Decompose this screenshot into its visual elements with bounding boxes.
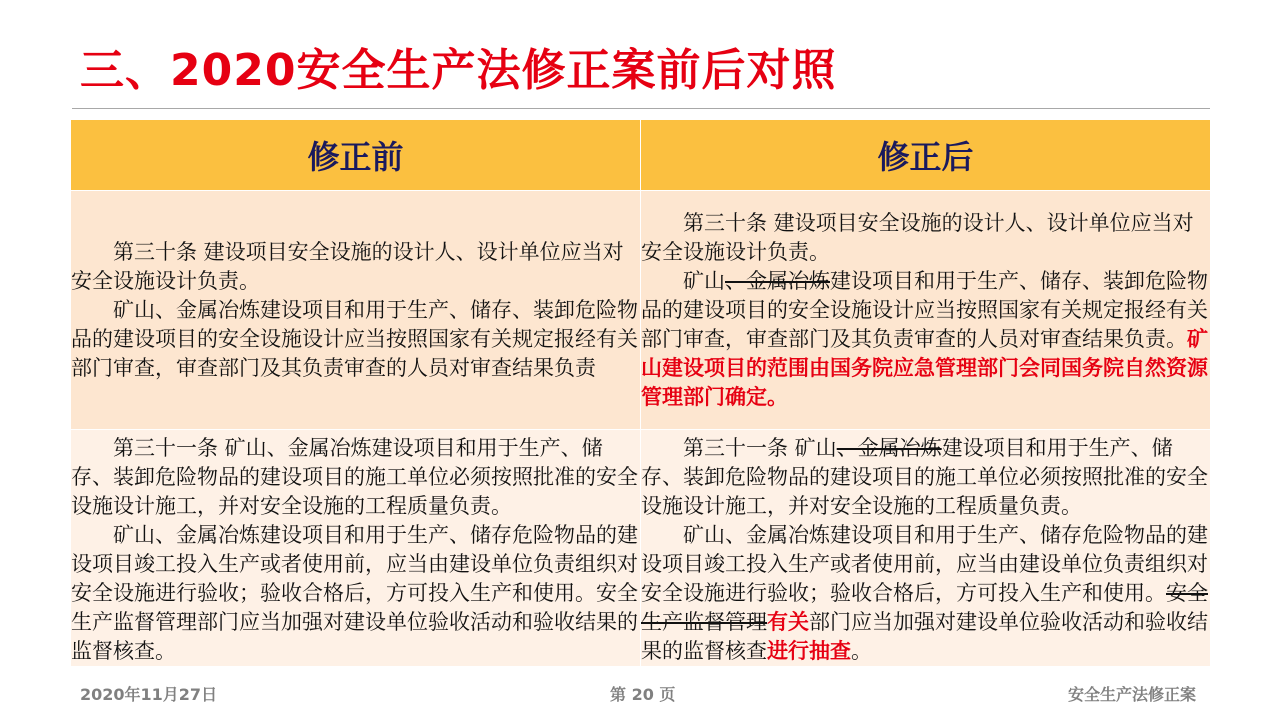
paragraph: 第三十条 建设项目安全设施的设计人、设计单位应当对安全设施设计负责。: [641, 210, 1194, 264]
slide-title: 三、2020安全生产法修正案前后对照: [80, 45, 837, 96]
cell-before-art30: [71, 191, 641, 430]
title-divider: [72, 108, 1210, 109]
paragraph: [641, 267, 1210, 412]
header-before: 修正前: [71, 120, 641, 191]
added-text: 矿山建设项目的范围由国务院应急管理部门会同国务院自然资源管理部门确定。: [641, 326, 1208, 409]
text-segment: 第三十一条 矿山: [683, 436, 837, 460]
cell-before-art31: [71, 430, 641, 667]
text-segment: 建设项目和用于生产、储存、装卸危险物品的建设项目的施工单位必须按照批准的安全设施设计施工，并对安全设施的工程质量负责。: [641, 436, 1208, 518]
table-header-row: [71, 120, 1211, 191]
paragraph: 矿山、金属冶炼建设项目和用于生产、储存、装卸危险物品的建设项目的安全设施设计应当按照国家有关规定报经有关部门审查，审查部门及其负责审查的人员对审查结果负责: [71, 297, 638, 380]
added-text: 有关: [767, 610, 809, 634]
deleted-text: 、金属冶炼: [836, 436, 942, 460]
added-text: 进行抽查: [767, 639, 851, 663]
paragraph: 矿山、金属冶炼建设项目和用于生产、储存危险物品的建设项目竣工投入生产或者使用前，应当由建设单位负责组织对安全设施进行验收；验收合格后，方可投入生产和使用。安全生产监督管理部门应当加强对建设单位验收活动和验收结果的监督核查。: [71, 523, 638, 663]
deleted-text: 、金属冶炼: [725, 268, 830, 293]
paragraph: 第三十一条 矿山、金属冶炼建设项目和用于生产、储存、装卸危险物品的建设项目的施工单位必须按照批准的安全设施设计施工，并对安全设施的工程质量负责。: [71, 436, 638, 518]
text-segment: 部门应当加强对建设单位验收活动和验收结果的监督核查: [641, 610, 1208, 663]
comparison-table: [70, 119, 1211, 667]
paragraph: [641, 434, 1210, 521]
text-segment: 。: [851, 639, 872, 663]
cell-after-art30: [641, 191, 1211, 430]
text-segment: 建设项目和用于生产、储存、装卸危险物品的建设项目的安全设施设计应当按照国家有关规定报经有关部门审查，审查部门及其负责审查的人员对审查结果负责。: [641, 268, 1208, 351]
text-segment: 矿山: [683, 268, 725, 293]
header-after: 修正后: [641, 120, 1211, 191]
cell-after-art31: [641, 430, 1211, 667]
paragraph: 第三十条 建设项目安全设施的设计人、设计单位应当对安全设施设计负责。: [71, 239, 624, 293]
deleted-text: 安全生产监督管理: [641, 581, 1208, 634]
footer-date: 2020年11月27日: [80, 685, 218, 704]
text-segment: 矿山、金属冶炼建设项目和用于生产、储存危险物品的建设项目竣工投入生产或者使用前，应当由建设单位负责组织对安全设施进行验收；验收合格后，方可投入生产和使用。: [641, 523, 1208, 605]
table-row: [71, 430, 1211, 667]
footer-document-name: 安全生产法修正案: [1067, 685, 1196, 704]
table-row: [71, 191, 1211, 430]
footer-page-number: 第 20 页: [610, 685, 676, 704]
paragraph: [641, 521, 1210, 666]
